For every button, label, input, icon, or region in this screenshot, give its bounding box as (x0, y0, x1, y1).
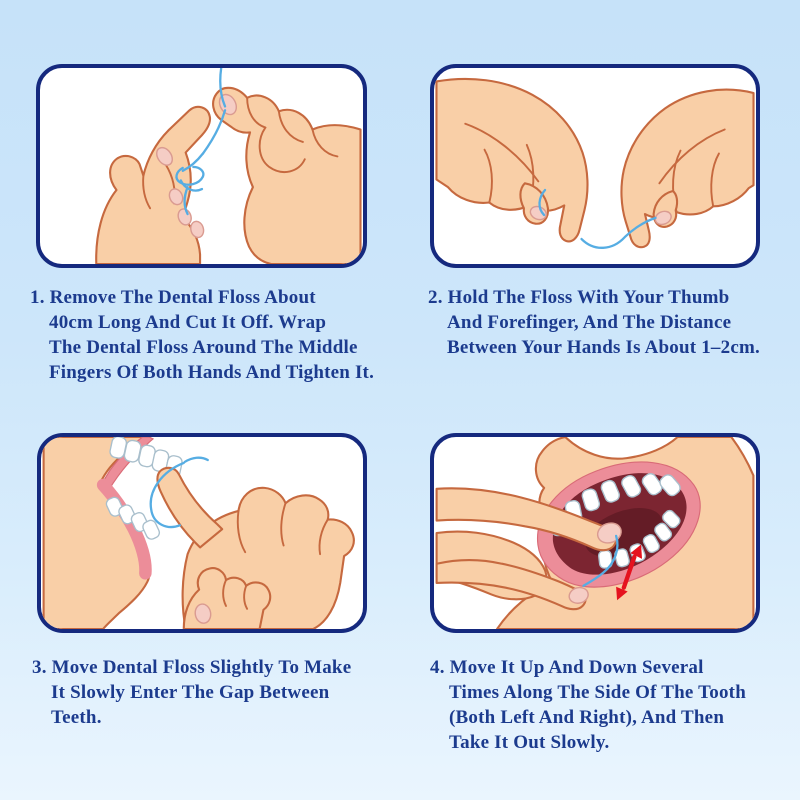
caption-line: And Forefinger, And The Distance (447, 312, 732, 333)
mouth-profile (44, 437, 184, 629)
index-finger (157, 468, 222, 548)
left-hand (96, 107, 210, 264)
caption-line: Times Along The Side Of The Tooth (449, 682, 746, 703)
caption-line: 2. Hold The Floss With Your Thumb (428, 287, 730, 308)
caption-line: 40cm Long And Cut It Off. Wrap (49, 312, 327, 333)
step-2-panel (430, 64, 760, 268)
caption-line: 1. Remove The Dental Floss About (30, 287, 316, 308)
caption-line: (Both Left And Right), And Then (449, 707, 725, 728)
caption-line: The Dental Floss Around The Middle (49, 337, 358, 358)
step-2-caption (428, 285, 760, 360)
step-1-illustration (40, 68, 363, 264)
step-1-panel (36, 64, 367, 268)
step-3-panel (37, 433, 367, 633)
step-4-panel (430, 433, 760, 633)
step-4-caption (430, 655, 746, 755)
step-1-caption (30, 285, 374, 385)
step-3-illustration (41, 437, 363, 629)
caption-line: Teeth. (51, 707, 102, 728)
caption-line: 4. Move It Up And Down Several (430, 657, 704, 678)
caption-line: Fingers Of Both Hands And Tighten It. (49, 362, 375, 383)
caption-line: Take It Out Slowly. (449, 732, 610, 753)
caption-line: Between Your Hands Is About 1–2cm. (447, 337, 760, 358)
caption-line: 3. Move Dental Floss Slightly To Make (32, 657, 352, 678)
right-hand (213, 88, 360, 264)
left-hand (436, 79, 587, 241)
step-3-caption (32, 655, 351, 730)
step-4-illustration (434, 437, 756, 629)
caption-line: It Slowly Enter The Gap Between (51, 682, 330, 703)
step-2-illustration (434, 68, 756, 264)
